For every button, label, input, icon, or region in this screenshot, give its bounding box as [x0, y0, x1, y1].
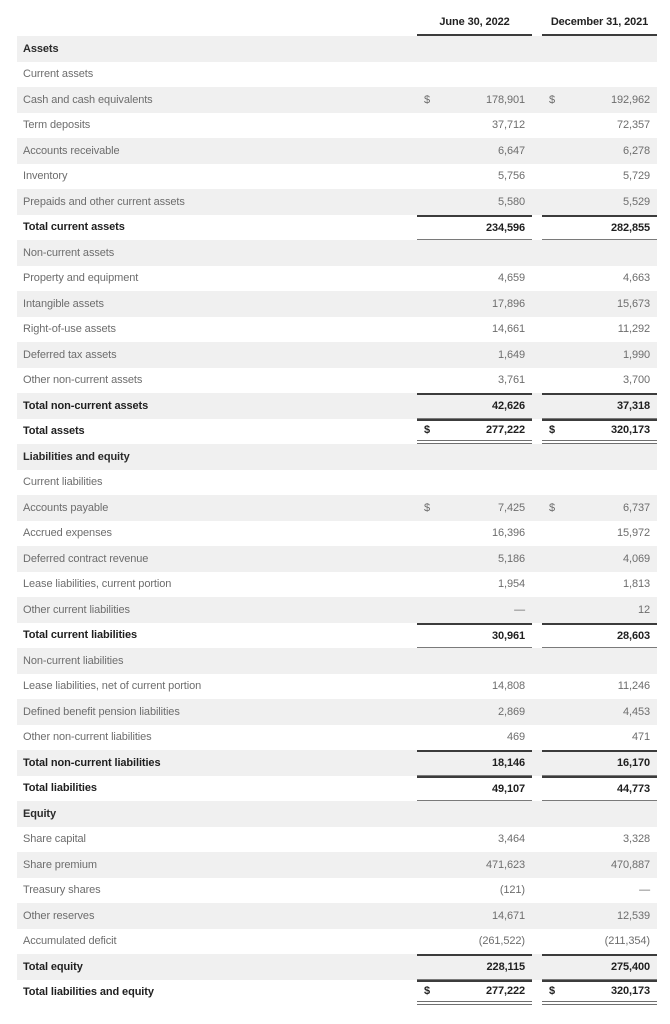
cell-value: 2,869 [497, 705, 525, 718]
row-label: Total current assets [23, 221, 125, 234]
cell-value: 320,173 [610, 424, 650, 437]
value-jun-30-2022 [417, 903, 532, 929]
table-row [17, 827, 657, 853]
column-gap [532, 801, 542, 827]
value-dec-31-2021 [542, 215, 657, 241]
value-dec-31-2021 [542, 317, 657, 343]
value-dec-31-2021 [542, 852, 657, 878]
column-gap [532, 240, 542, 266]
cell-value: 14,661 [491, 323, 525, 336]
table-row [17, 317, 657, 343]
value-dec-31-2021 [542, 368, 657, 394]
balance-sheet-table [17, 6, 657, 1005]
value-dec-31-2021 [542, 342, 657, 368]
value-jun-30-2022 [417, 444, 532, 470]
value-jun-30-2022 [417, 929, 532, 955]
row-label: Deferred contract revenue [23, 552, 149, 565]
value-dec-31-2021 [542, 776, 657, 802]
row-label: Total equity [23, 960, 83, 973]
column-header-jun-30-2022: June 30, 2022 [417, 6, 532, 36]
cell-value: 4,659 [497, 272, 525, 285]
row-label: Treasury shares [23, 884, 101, 897]
row-label: Deferred tax assets [23, 348, 117, 361]
value-dec-31-2021 [542, 674, 657, 700]
column-gap [532, 87, 542, 113]
row-label: Assets [23, 42, 59, 55]
value-jun-30-2022 [417, 674, 532, 700]
table-row [17, 546, 657, 572]
table-row [17, 419, 657, 445]
column-gap [532, 266, 542, 292]
column-gap [532, 113, 542, 139]
value-jun-30-2022 [417, 113, 532, 139]
column-gap [532, 929, 542, 955]
table-row [17, 266, 657, 292]
column-gap [532, 444, 542, 470]
table-row [17, 572, 657, 598]
value-dec-31-2021 [542, 980, 657, 1006]
dollar-sign: $ [424, 93, 431, 106]
column-gap [532, 597, 542, 623]
value-dec-31-2021 [542, 623, 657, 649]
row-label: Term deposits [23, 119, 91, 132]
value-dec-31-2021 [542, 521, 657, 547]
column-gap [532, 572, 542, 598]
value-dec-31-2021 [542, 597, 657, 623]
cell-value: 192,962 [610, 93, 650, 106]
row-label: Equity [23, 807, 57, 820]
row-label: Other current liabilities [23, 603, 130, 616]
value-jun-30-2022 [417, 801, 532, 827]
cell-value: 4,663 [622, 272, 650, 285]
value-dec-31-2021 [542, 878, 657, 904]
table-row [17, 62, 657, 88]
cell-value: 320,173 [610, 985, 650, 998]
cell-value: 12 [637, 603, 650, 616]
cell-value: 469 [506, 731, 525, 744]
column-gap [532, 827, 542, 853]
cell-value: 3,761 [497, 374, 525, 387]
cell-value: 228,115 [486, 961, 525, 974]
table-row [17, 342, 657, 368]
cell-value: 16,170 [616, 757, 650, 770]
column-gap [532, 852, 542, 878]
column-header-dec-31-2021: December 31, 2021 [542, 6, 657, 36]
cell-value: (211,354) [604, 935, 650, 948]
value-jun-30-2022 [417, 623, 532, 649]
value-dec-31-2021 [542, 572, 657, 598]
row-label: Lease liabilities, current portion [23, 578, 172, 591]
cell-value: 5,529 [622, 195, 650, 208]
column-gap [532, 215, 542, 241]
value-jun-30-2022 [417, 495, 532, 521]
cell-value: 471,623 [485, 858, 525, 871]
column-gap [532, 291, 542, 317]
table-row [17, 36, 657, 62]
value-jun-30-2022 [417, 368, 532, 394]
cell-value: 4,453 [622, 705, 650, 718]
column-gap [532, 317, 542, 343]
table-row [17, 648, 657, 674]
value-dec-31-2021 [542, 470, 657, 496]
value-jun-30-2022 [417, 189, 532, 215]
row-label: Total assets [23, 425, 85, 438]
row-label: Accounts payable [23, 501, 109, 514]
row-label: Share capital [23, 833, 86, 846]
value-jun-30-2022 [417, 546, 532, 572]
table-row [17, 674, 657, 700]
row-label: Right-of-use assets [23, 323, 116, 336]
cell-value: 37,318 [616, 400, 650, 413]
value-jun-30-2022 [417, 878, 532, 904]
cell-value: 277,222 [485, 985, 525, 998]
value-dec-31-2021 [542, 954, 657, 980]
row-label: Non-current liabilities [23, 654, 124, 667]
dollar-sign: $ [424, 985, 431, 998]
row-label: Accounts receivable [23, 144, 120, 157]
table-header-row [17, 6, 657, 36]
dollar-sign: $ [549, 501, 556, 514]
table-row [17, 87, 657, 113]
value-dec-31-2021 [542, 113, 657, 139]
table-row [17, 215, 657, 241]
cell-value: 1,990 [622, 348, 650, 361]
value-jun-30-2022 [417, 980, 532, 1006]
column-gap [532, 521, 542, 547]
table-row [17, 750, 657, 776]
value-jun-30-2022 [417, 419, 532, 445]
column-gap [532, 470, 542, 496]
value-dec-31-2021 [542, 801, 657, 827]
cell-value: 44,773 [616, 782, 650, 795]
table-row [17, 623, 657, 649]
value-dec-31-2021 [542, 393, 657, 419]
value-dec-31-2021 [542, 750, 657, 776]
dollar-sign: $ [549, 93, 556, 106]
row-label: Liabilities and equity [23, 450, 130, 463]
value-dec-31-2021 [542, 903, 657, 929]
value-jun-30-2022 [417, 138, 532, 164]
cell-value: 6,278 [622, 144, 650, 157]
table-row [17, 776, 657, 802]
table-body [17, 36, 657, 1005]
value-dec-31-2021 [542, 87, 657, 113]
table-row [17, 597, 657, 623]
column-gap [532, 368, 542, 394]
row-label: Total liabilities and equity [23, 986, 154, 999]
column-gap [532, 393, 542, 419]
table-row [17, 470, 657, 496]
cell-value: 42,626 [491, 400, 525, 413]
dollar-sign: $ [549, 985, 556, 998]
value-jun-30-2022 [417, 393, 532, 419]
column-gap [532, 495, 542, 521]
value-jun-30-2022 [417, 164, 532, 190]
cell-value: 4,069 [622, 552, 650, 565]
value-dec-31-2021 [542, 699, 657, 725]
table-row [17, 291, 657, 317]
value-dec-31-2021 [542, 725, 657, 751]
table-row [17, 164, 657, 190]
cell-value: (121) [499, 884, 525, 897]
value-jun-30-2022 [417, 954, 532, 980]
header-label-spacer [17, 6, 417, 36]
cell-value: (261,522) [478, 935, 525, 948]
cell-value: 178,901 [485, 93, 525, 106]
row-label: Total current liabilities [23, 629, 138, 642]
value-jun-30-2022 [417, 266, 532, 292]
cell-value: 18,146 [491, 757, 525, 770]
cell-value: 234,596 [485, 221, 525, 234]
value-dec-31-2021 [542, 444, 657, 470]
cell-value: 5,186 [497, 552, 525, 565]
value-jun-30-2022 [417, 342, 532, 368]
cell-value: 6,647 [497, 144, 525, 157]
table-row [17, 189, 657, 215]
cell-value: 1,813 [622, 578, 650, 591]
table-row [17, 138, 657, 164]
cell-value: 11,292 [617, 323, 650, 336]
column-gap [532, 699, 542, 725]
cell-value: 3,464 [497, 833, 525, 846]
column-gap [532, 138, 542, 164]
value-dec-31-2021 [542, 419, 657, 445]
cell-value: 471 [631, 731, 650, 744]
table-row [17, 521, 657, 547]
table-row [17, 929, 657, 955]
row-label: Accrued expenses [23, 527, 112, 540]
table-row [17, 903, 657, 929]
value-dec-31-2021 [542, 827, 657, 853]
value-jun-30-2022 [417, 750, 532, 776]
column-gap [532, 623, 542, 649]
column-gap [532, 878, 542, 904]
column-gap [532, 62, 542, 88]
value-dec-31-2021 [542, 929, 657, 955]
cell-value: 5,580 [497, 195, 525, 208]
cell-value: 275,400 [610, 961, 650, 974]
table-row [17, 444, 657, 470]
cell-value: 277,222 [485, 424, 525, 437]
column-gap [532, 419, 542, 445]
column-gap [532, 189, 542, 215]
table-row [17, 699, 657, 725]
dollar-sign: $ [424, 424, 431, 437]
value-dec-31-2021 [542, 62, 657, 88]
value-jun-30-2022 [417, 648, 532, 674]
value-dec-31-2021 [542, 36, 657, 62]
cell-value: 17,896 [491, 297, 525, 310]
table-row [17, 801, 657, 827]
value-jun-30-2022 [417, 36, 532, 62]
column-gap [532, 6, 542, 36]
row-label: Current liabilities [23, 476, 103, 489]
cell-value: 3,700 [622, 374, 650, 387]
cell-value: 15,972 [616, 527, 650, 540]
column-gap [532, 980, 542, 1006]
cell-value: 28,603 [616, 629, 650, 642]
column-gap [532, 674, 542, 700]
column-gap [532, 546, 542, 572]
value-dec-31-2021 [542, 291, 657, 317]
row-label: Other non-current assets [23, 374, 143, 387]
column-gap [532, 750, 542, 776]
column-gap [532, 36, 542, 62]
row-label: Share premium [23, 858, 97, 871]
value-jun-30-2022 [417, 699, 532, 725]
column-gap [532, 776, 542, 802]
column-gap [532, 648, 542, 674]
table-row [17, 393, 657, 419]
cell-value: 14,808 [491, 680, 525, 693]
row-label: Prepaids and other current assets [23, 195, 185, 208]
table-row [17, 113, 657, 139]
value-jun-30-2022 [417, 291, 532, 317]
value-dec-31-2021 [542, 138, 657, 164]
cell-value: 11,246 [617, 680, 650, 693]
column-gap [532, 725, 542, 751]
value-jun-30-2022 [417, 87, 532, 113]
value-dec-31-2021 [542, 648, 657, 674]
cell-value: 1,649 [497, 348, 525, 361]
row-label: Other reserves [23, 909, 95, 922]
cell-value: 12,539 [616, 909, 650, 922]
row-label: Total non-current assets [23, 399, 149, 412]
cell-value: 14,671 [491, 909, 525, 922]
cell-value: 5,729 [622, 170, 650, 183]
row-label: Lease liabilities, net of current portion [23, 680, 202, 693]
table-row [17, 495, 657, 521]
column-gap [532, 164, 542, 190]
value-jun-30-2022 [417, 852, 532, 878]
row-label: Defined benefit pension liabilities [23, 705, 180, 718]
cell-value: 49,107 [491, 782, 525, 795]
table-row [17, 368, 657, 394]
dollar-sign: $ [549, 424, 556, 437]
cell-value: — [514, 603, 525, 616]
value-jun-30-2022 [417, 827, 532, 853]
table-row [17, 240, 657, 266]
column-gap [532, 342, 542, 368]
value-dec-31-2021 [542, 189, 657, 215]
cell-value: 470,887 [610, 858, 650, 871]
value-jun-30-2022 [417, 215, 532, 241]
value-dec-31-2021 [542, 164, 657, 190]
row-label: Other non-current liabilities [23, 731, 152, 744]
value-dec-31-2021 [542, 240, 657, 266]
value-dec-31-2021 [542, 266, 657, 292]
row-label: Current assets [23, 68, 94, 81]
value-dec-31-2021 [542, 495, 657, 521]
row-label: Total non-current liabilities [23, 756, 161, 769]
table-row [17, 954, 657, 980]
value-jun-30-2022 [417, 597, 532, 623]
row-label: Accumulated deficit [23, 935, 117, 948]
value-jun-30-2022 [417, 521, 532, 547]
value-jun-30-2022 [417, 470, 532, 496]
cell-value: 16,396 [491, 527, 525, 540]
table-row [17, 878, 657, 904]
row-label: Non-current assets [23, 246, 115, 259]
value-jun-30-2022 [417, 62, 532, 88]
table-row [17, 852, 657, 878]
cell-value: 15,673 [616, 297, 650, 310]
value-jun-30-2022 [417, 776, 532, 802]
row-label: Property and equipment [23, 272, 139, 285]
row-label: Cash and cash equivalents [23, 93, 153, 106]
table-row [17, 980, 657, 1006]
value-jun-30-2022 [417, 240, 532, 266]
column-gap [532, 954, 542, 980]
cell-value: 72,357 [616, 119, 650, 132]
cell-value: 30,961 [491, 629, 525, 642]
column-gap [532, 903, 542, 929]
value-dec-31-2021 [542, 546, 657, 572]
row-label: Inventory [23, 170, 68, 183]
cell-value: 37,712 [491, 119, 525, 132]
cell-value: — [639, 884, 650, 897]
value-jun-30-2022 [417, 572, 532, 598]
cell-value: 7,425 [497, 501, 525, 514]
table-row [17, 725, 657, 751]
value-jun-30-2022 [417, 725, 532, 751]
cell-value: 3,328 [622, 833, 650, 846]
row-label: Intangible assets [23, 297, 104, 310]
cell-value: 282,855 [610, 221, 650, 234]
cell-value: 1,954 [497, 578, 525, 591]
cell-value: 6,737 [622, 501, 650, 514]
value-jun-30-2022 [417, 317, 532, 343]
cell-value: 5,756 [497, 170, 525, 183]
dollar-sign: $ [424, 501, 431, 514]
row-label: Total liabilities [23, 782, 97, 795]
